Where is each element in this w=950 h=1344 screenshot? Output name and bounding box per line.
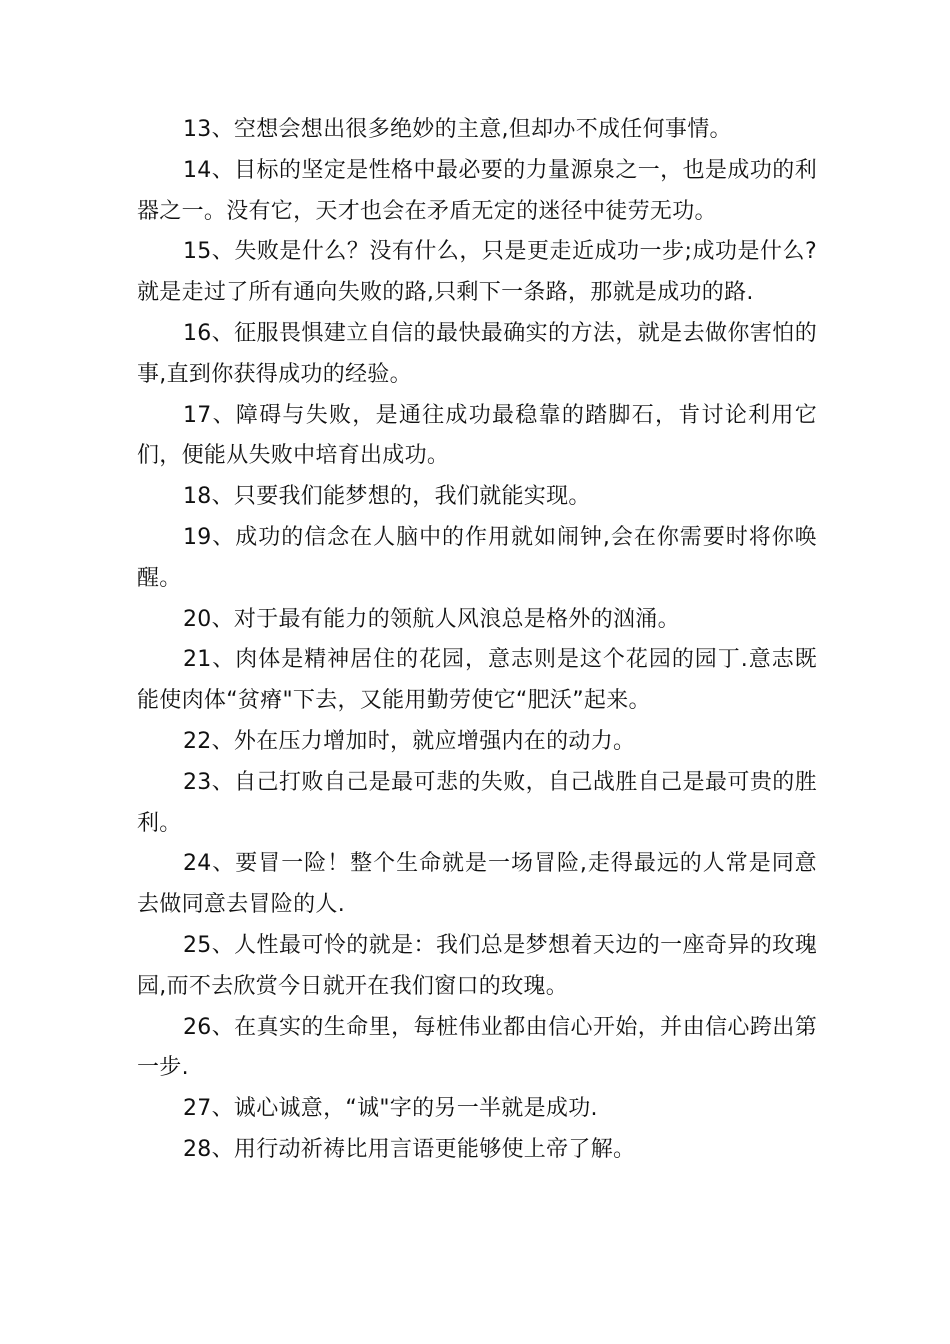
quote-paragraph-22: 22、外在压力增加时，就应增强内在的动力。	[183, 728, 636, 754]
quote-paragraph-15: 15、失败是什么？没有什么，只是更走近成功一步;成功是什么?就是走过了所有通向失败的路,只剩下一条路，那就是成功的路.	[137, 239, 817, 306]
quote-paragraph-19: 19、成功的信念在人脑中的作用就如闹钟,会在你需要时将你唤醒。	[137, 524, 817, 591]
quote-paragraph-24: 24、要冒一险！整个生命就是一场冒险,走得最远的人常是同意去做同意去冒险的人.	[137, 851, 817, 918]
quote-paragraph-16: 16、征服畏惧建立自信的最快最确实的方法，就是去做你害怕的事,直到你获得成功的经验。	[137, 320, 817, 387]
quote-paragraph-25: 25、人性最可怜的就是：我们总是梦想着天边的一座奇异的玫瑰园,而不去欣赏今日就开在我们窗口的玫瑰。	[137, 932, 817, 999]
quote-paragraph-18: 18、只要我们能梦想的，我们就能实现。	[183, 484, 591, 510]
quote-paragraph-27: 27、诚心诚意，“诚"字的另一半就是成功.	[183, 1096, 598, 1122]
quote-paragraph-20: 20、对于最有能力的领航人风浪总是格外的汹涌。	[183, 606, 680, 632]
quote-list	[137, 110, 817, 1171]
quote-paragraph-21: 21、肉体是精神居住的花园，意志则是这个花园的园丁.意志既能使肉体“贫瘠"下去，又能用勤劳使它“肥沃”起来。	[137, 647, 817, 714]
quote-paragraph-14: 14、目标的坚定是性格中最必要的力量源泉之一，也是成功的利器之一。没有它，天才也会在矛盾无定的迷径中徒劳无功。	[137, 157, 817, 224]
quote-paragraph-28: 28、用行动祈祷比用言语更能够使上帝了解。	[183, 1136, 636, 1162]
quote-paragraph-26: 26、在真实的生命里，每桩伟业都由信心开始，并由信心跨出第一步.	[137, 1014, 817, 1081]
quote-paragraph-13: 13、空想会想出很多绝妙的主意,但却办不成任何事情。	[183, 117, 732, 142]
quote-paragraph-17: 17、障碍与失败，是通往成功最稳靠的踏脚石，肯讨论利用它们，便能从失败中培育出成功。	[137, 402, 817, 469]
quote-paragraph-23: 23、自己打败自己是最可悲的失败，自己战胜自己是最可贵的胜利。	[137, 769, 817, 836]
